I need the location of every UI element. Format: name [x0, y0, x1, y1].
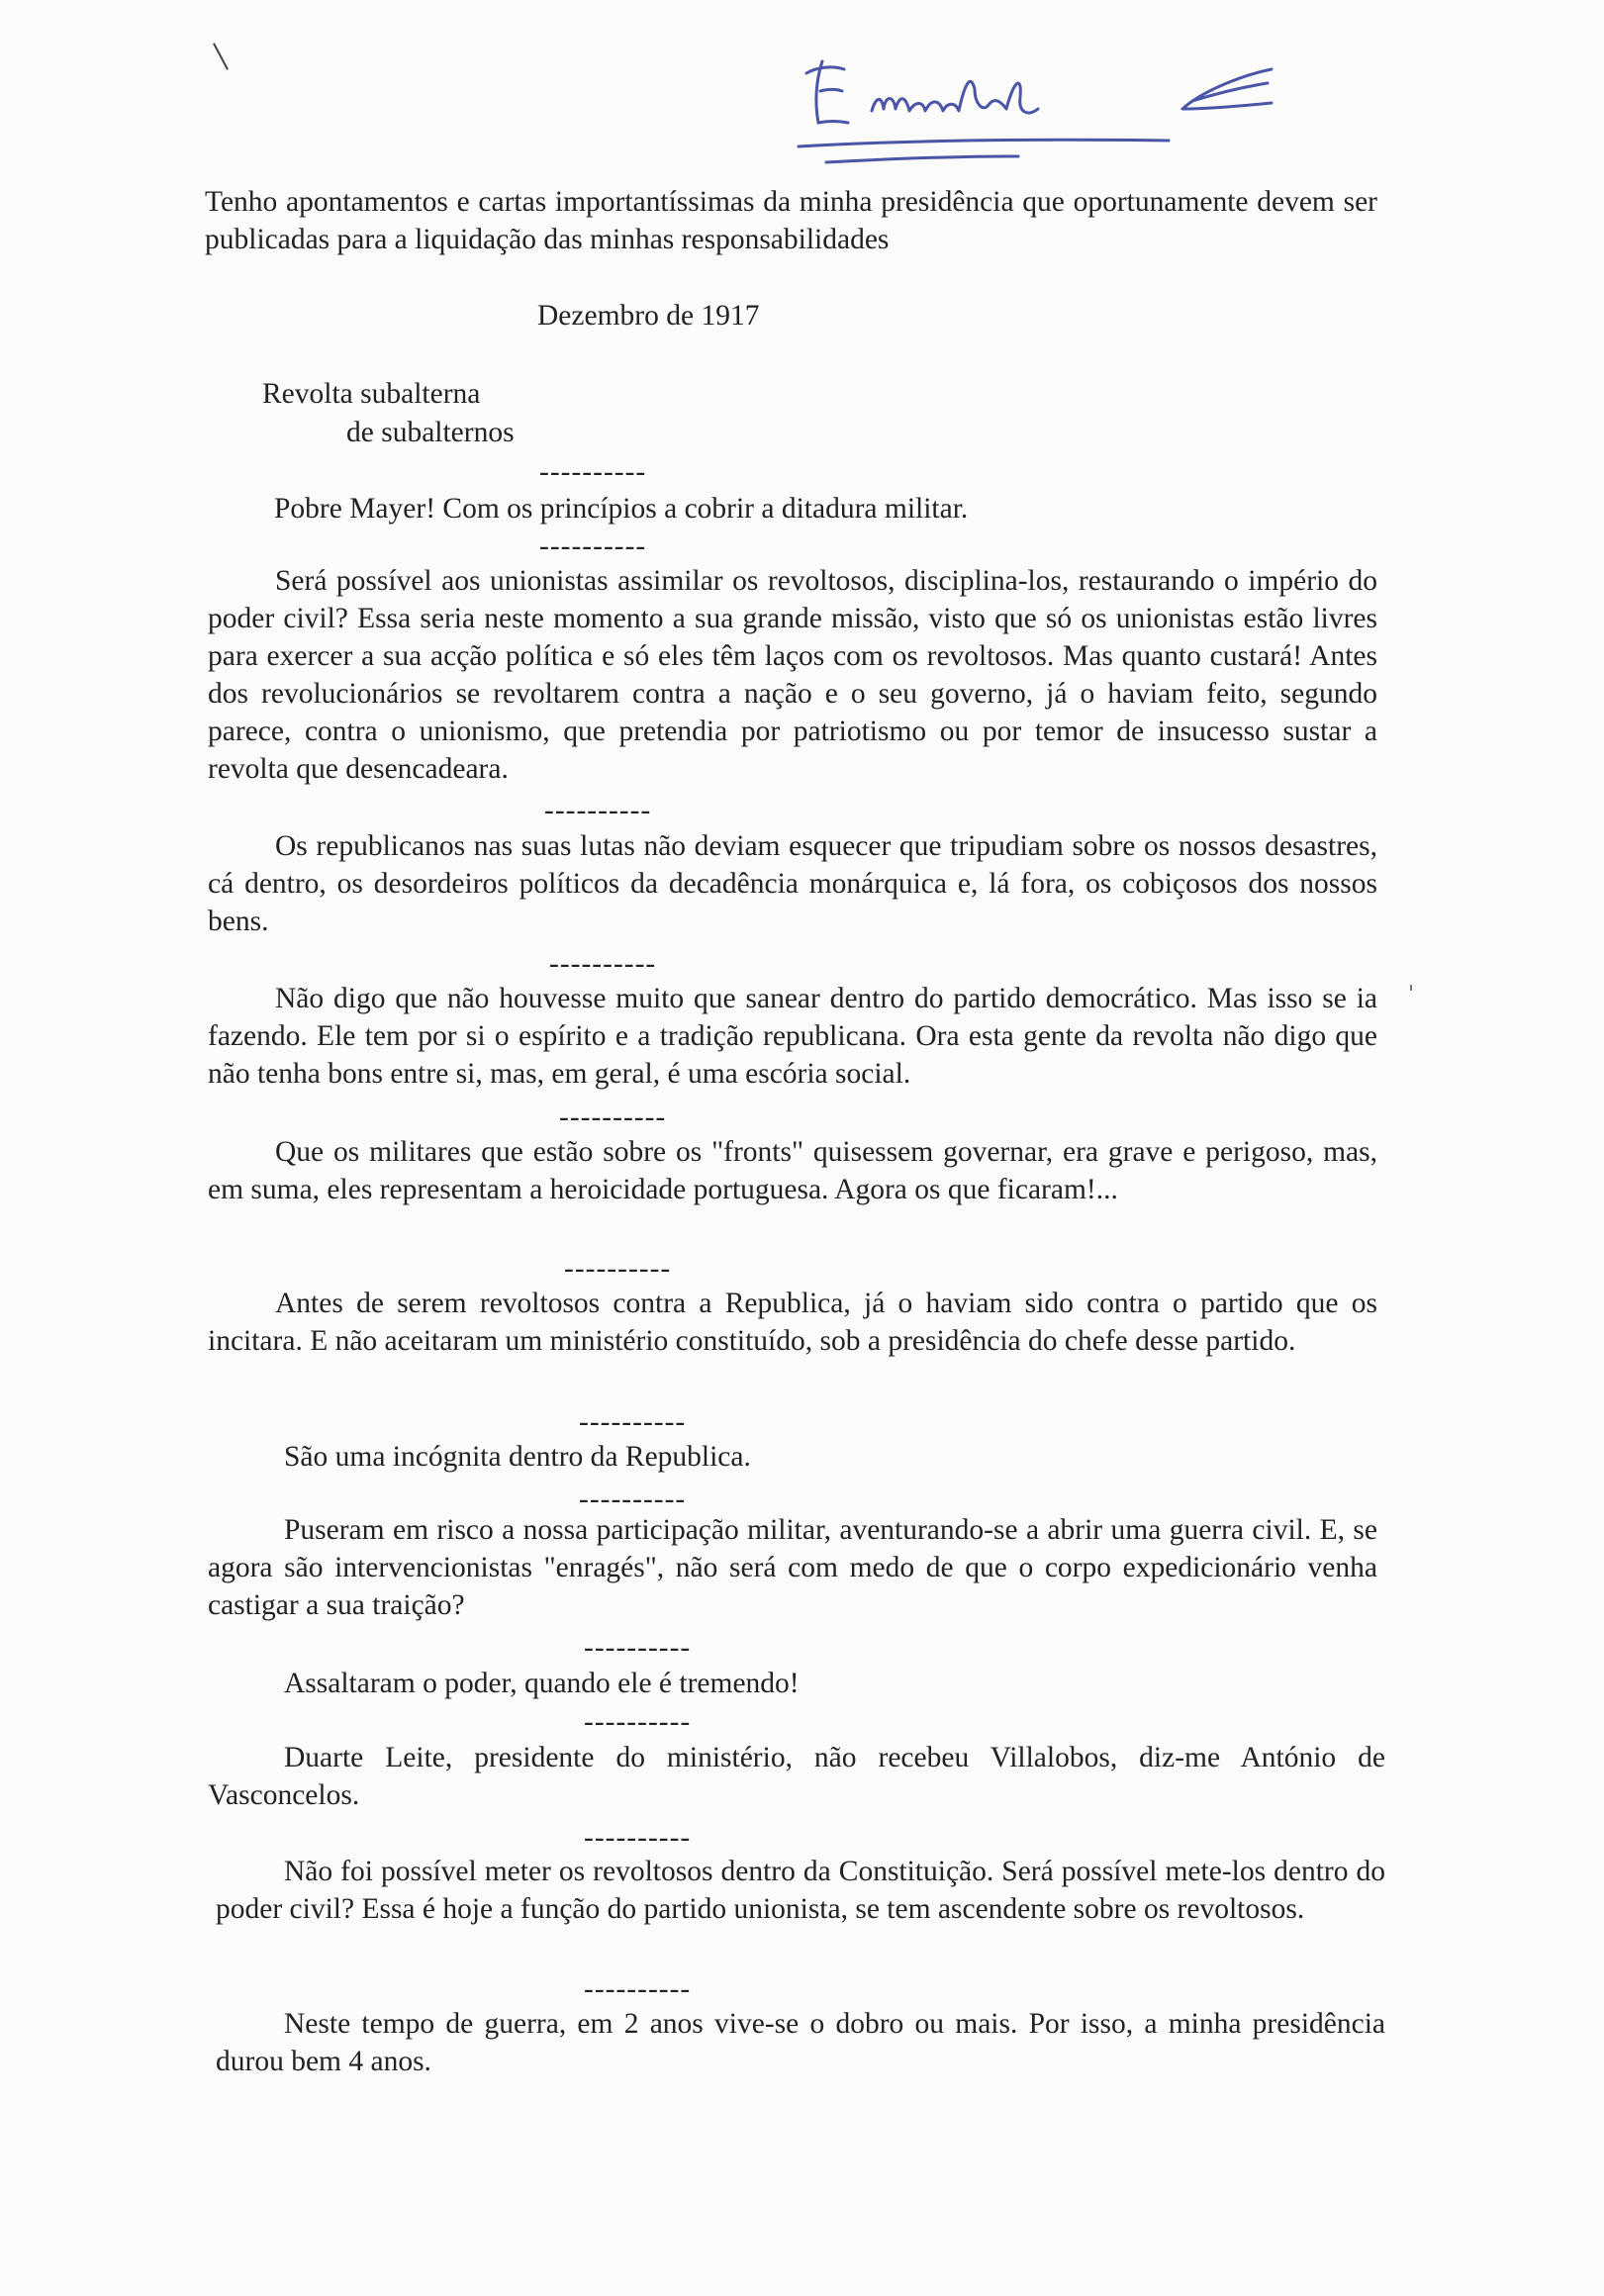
intro-paragraph: Tenho apontamentos e cartas importantíssimas da minha presidência que oportunamente devem ser publicadas para a liquidação das minhas responsabilidades	[205, 186, 1377, 255]
paragraph-11: Não foi possível meter os revoltosos dentro da Constituição. Será possível mete-los dentro do poder civil? Essa é hoje a função do partido unionista, se tem ascendente sobre os revoltosos.	[216, 1856, 1385, 1925]
ink-speck	[1410, 985, 1412, 991]
separator: ----------	[579, 1483, 687, 1515]
paragraph-10: Duarte Leite, presidente do ministério, não recebeu Villalobos, diz-me António de Vasconcelos.	[208, 1742, 1385, 1811]
paragraph-7: São uma incógnita dentro da Republica.	[284, 1441, 751, 1473]
separator: ----------	[584, 1706, 692, 1738]
separator: ----------	[584, 1822, 692, 1854]
separator: ----------	[539, 456, 647, 488]
separator: ----------	[584, 1632, 692, 1664]
paragraph-8: Puseram em risco a nossa participação militar, aventurando-se a abrir uma guerra civil. E, se agora são intervencionistas "enragés", não será com medo de que o corpo expedicionário venha castigar a sua traição?	[208, 1514, 1377, 1621]
separator: ----------	[579, 1406, 687, 1438]
separator: ----------	[559, 1101, 667, 1133]
separator: ----------	[564, 1253, 672, 1285]
paragraph-9: Assaltaram o poder, quando ele é tremendo!	[284, 1668, 800, 1699]
paragraph-5: Que os militares que estão sobre os "fronts" quisessem governar, era grave e perigoso, mas, em suma, eles representam a heroicidade portuguesa. Agora os que ficaram!...	[208, 1136, 1377, 1205]
separator: ----------	[549, 948, 657, 980]
paragraph-1: Pobre Mayer! Com os princípios a cobrir a ditadura militar.	[274, 493, 969, 525]
pen-mark	[213, 43, 229, 69]
paragraph-6: Antes de serem revoltosos contra a Republica, já o haviam sido contra o partido que os incitara. E não aceitaram um ministério constituído, sob a presidência do chefe desse partido.	[208, 1288, 1377, 1357]
paragraph-2: Será possível aos unionistas assimilar os revoltosos, disciplina-los, restaurando o império do poder civil? Essa seria neste momento a sua grande missão, visto que só os unionistas estão livres para exercer a sua acção política e só eles têm laços com os revoltosos. Mas quanto custará! Antes dos revolucionários se revoltarem contra a nação e o seu governo, já o haviam feito, segundo parece, contra o unionismo, que pretendia por patriotismo ou por temor de insucesso sustar a revolta que desencadeara.	[208, 565, 1377, 785]
document-date: Dezembro de 1917	[537, 300, 760, 332]
paragraph-3: Os republicanos nas suas lutas não deviam esquecer que tripudiam sobre os nossos desastres, cá dentro, os desordeiros políticos da decadência monárquica e, lá fora, os cobiçosos dos nossos bens.	[208, 830, 1377, 937]
heading-line-1: Revolta subalterna	[262, 378, 481, 410]
heading-line-2: de subalternos	[346, 417, 515, 448]
handwritten-signature	[777, 40, 1331, 178]
separator: ----------	[584, 1973, 692, 2005]
paragraph-12: Neste tempo de guerra, em 2 anos vive-se o dobro ou mais. Por isso, a minha presidência durou bem 4 anos.	[216, 2008, 1385, 2077]
separator: ----------	[539, 530, 647, 562]
paragraph-4: Não digo que não houvesse muito que sanear dentro do partido democrático. Mas isso se ia fazendo. Ele tem por si o espírito e a tradição republicana. Ora esta gente da revolta não digo que não tenha bons entre si, mas, em geral, é uma escória social.	[208, 983, 1377, 1090]
separator: ----------	[544, 795, 652, 826]
